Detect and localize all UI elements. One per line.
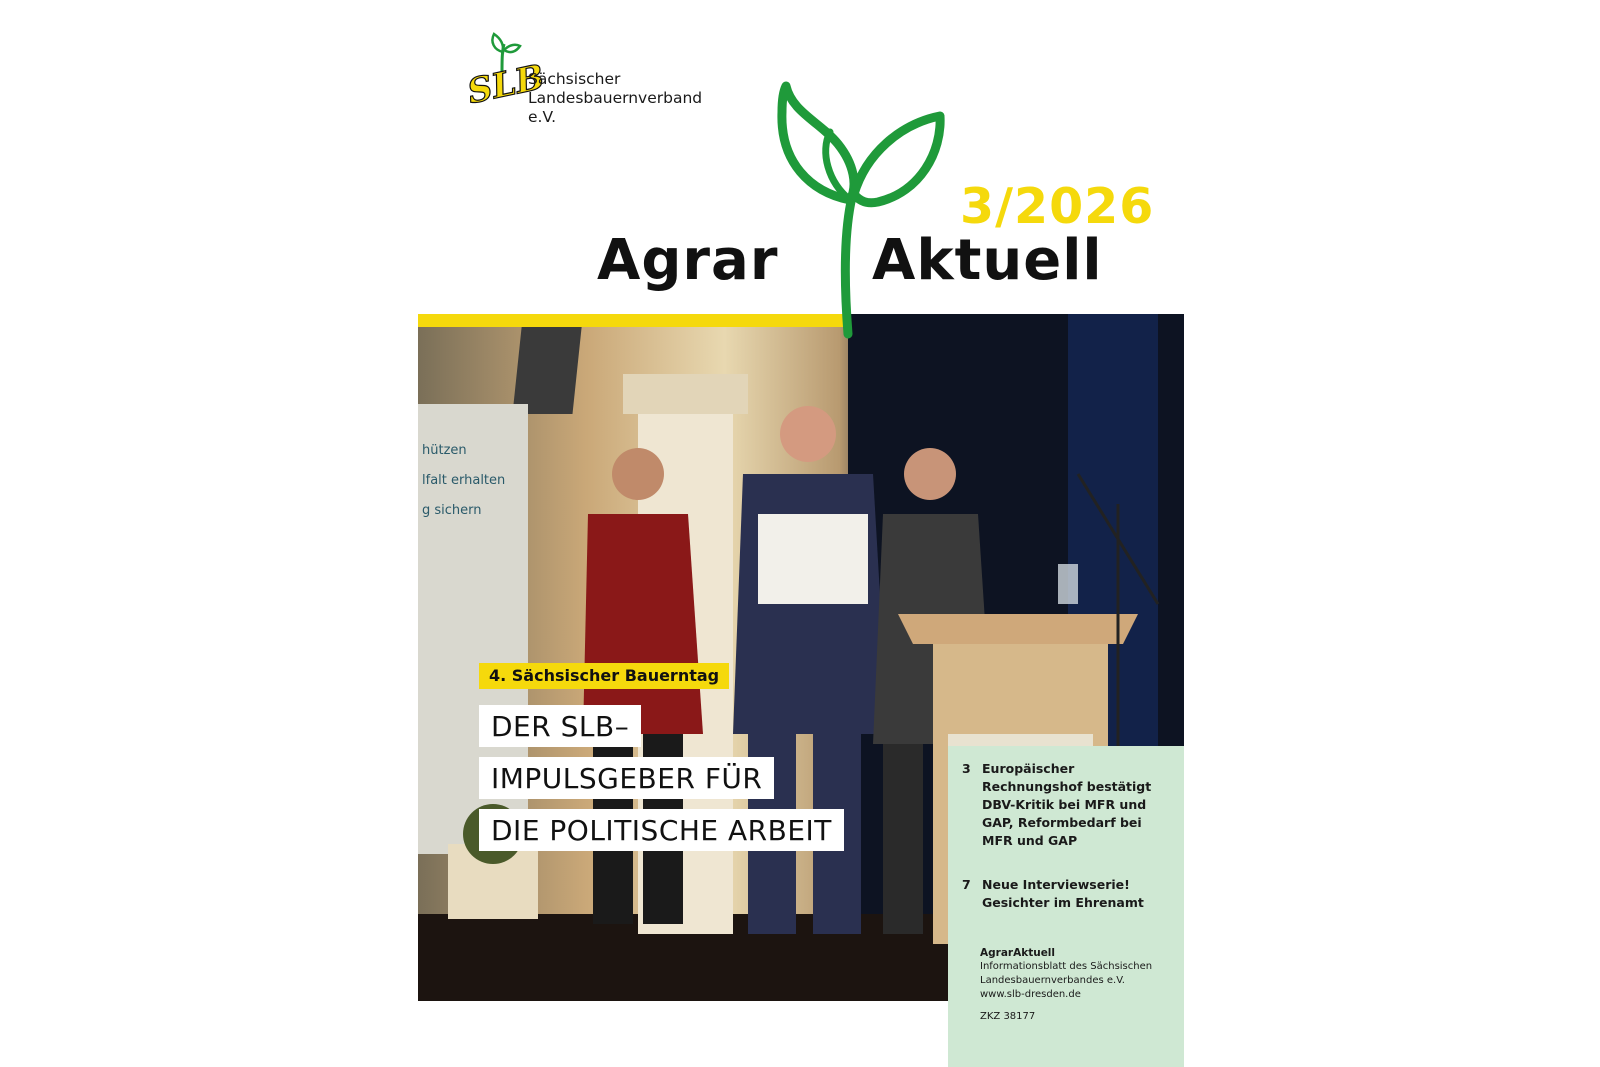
masthead-word-left: Agrar — [597, 228, 779, 293]
imprint — [980, 946, 1176, 1024]
toc-page-number: 3 — [962, 761, 971, 776]
svg-text:SLB: SLB — [464, 57, 548, 113]
banner-line-2: lfalt erhalten — [422, 473, 506, 488]
logo-name-line1: Sächsischer — [528, 70, 621, 88]
toc-page-number: 7 — [962, 877, 971, 892]
issue-number: 3/2026 — [960, 178, 1155, 235]
imprint-line1: Informationsblatt des Sächsischen — [980, 961, 1153, 972]
slb-logo — [464, 30, 726, 126]
logo-name-line2: Landesbauernverband e.V. — [528, 89, 703, 126]
headline-line-3: DIE POLITISCHE ARBEIT — [479, 809, 844, 851]
table-of-contents — [948, 746, 1184, 1067]
banner-line-1: hützen — [422, 443, 467, 458]
imprint-line2: Landesbauernverbandes e.V. — [980, 975, 1125, 986]
slb-logo-mark-icon — [464, 30, 548, 113]
imprint-brand: AgrarAktuell — [980, 947, 1056, 959]
sprout-icon — [770, 82, 950, 342]
toc-item — [962, 760, 1172, 850]
imprint-url: www.slb-dresden.de — [980, 989, 1081, 1000]
banner-line-3: g sichern — [422, 503, 482, 518]
masthead-word-right: Aktuell — [872, 228, 1103, 293]
cover-kicker: 4. Sächsischer Bauerntag — [479, 663, 729, 689]
toc-item — [962, 876, 1172, 912]
headline-line-2: IMPULSGEBER FÜR — [479, 757, 774, 799]
toc-item-text: Neue Interviewserie! Gesichter im Ehrenamt — [982, 877, 1144, 910]
imprint-zkz: ZKZ 38177 — [980, 1011, 1036, 1022]
headline-line-1: DER SLB– — [479, 705, 641, 747]
toc-item-text: Europäischer Rechnungshof bestätigt DBV-Kritik bei MFR und GAP, Reformbedarf bei MFR und GAP — [982, 761, 1152, 848]
